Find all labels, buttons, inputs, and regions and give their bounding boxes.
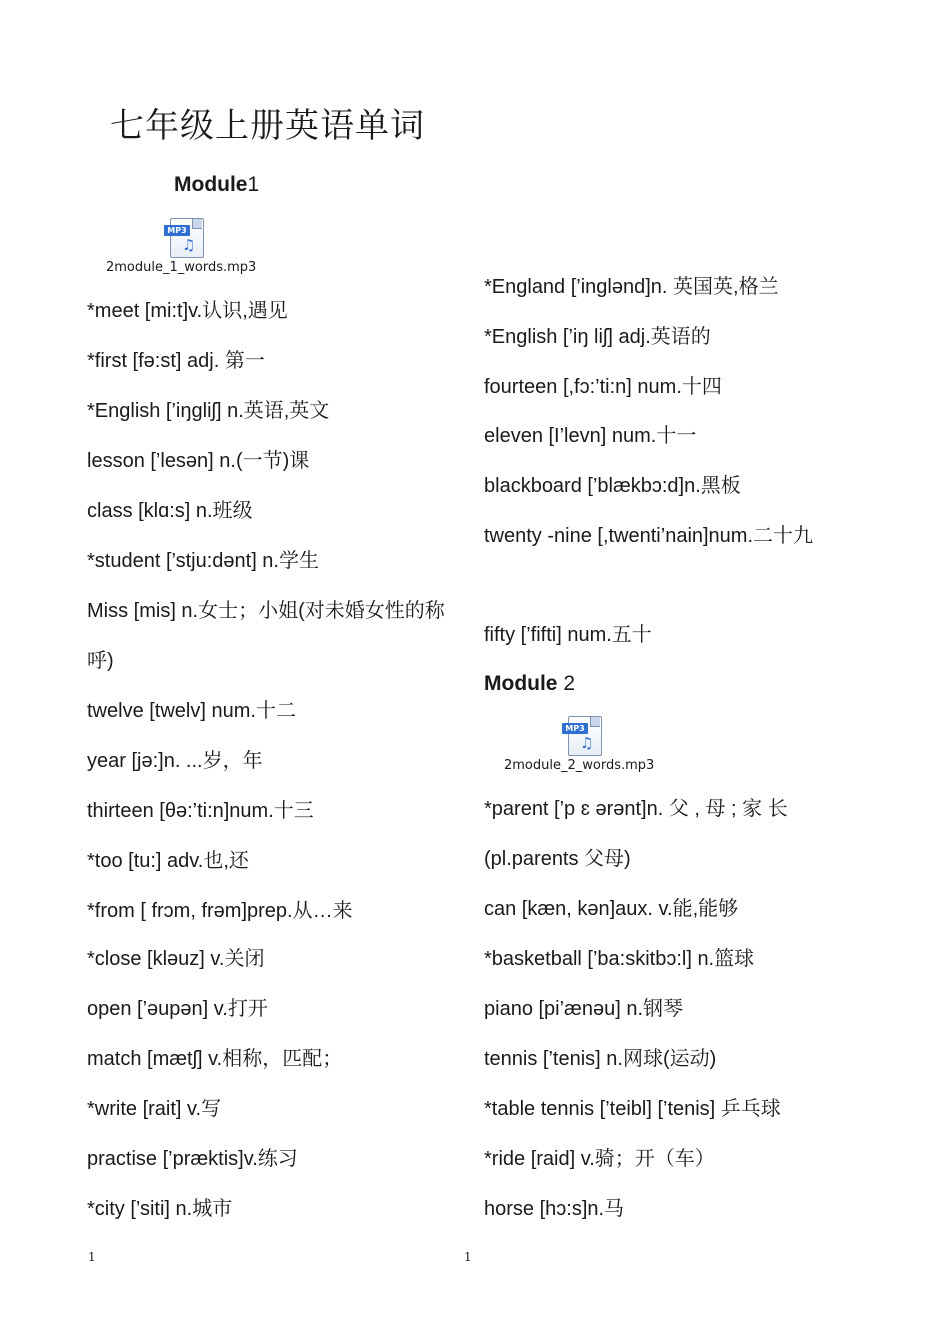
module-label: Module <box>174 173 248 196</box>
word-entry: *ride [raid] v.骑；开（车） <box>484 1148 715 1170</box>
word-entry: piano [pi’ænəu] n.钢琴 <box>484 998 684 1020</box>
word-entry: horse [hɔ:s]n.马 <box>484 1198 625 1220</box>
word-entry: *English [’iŋgliʃ] n.英语,英文 <box>87 400 330 422</box>
word-entry: *English [’iŋ liʃ] adj.英语的 <box>484 326 711 348</box>
word-entry: eleven [I’levn] num.十一 <box>484 425 697 447</box>
attachment-filename[interactable]: 2module_2_words.mp3 <box>504 758 655 773</box>
word-entry: *too [tu:] adv.也,还 <box>87 850 249 872</box>
word-entry: *table tennis [’teibl] [’tenis] 乒乓球 <box>484 1098 781 1120</box>
word-entry: open [’əupən] v.打开 <box>87 998 268 1020</box>
word-entry: *first [fə:st] adj. 第一 <box>87 350 265 372</box>
word-entry: twelve [twelv] num.十二 <box>87 700 296 722</box>
mp3-file-icon[interactable]: MP3 ♫ <box>562 716 602 756</box>
word-entry: blackboard [’blækbɔ:d]n.黑板 <box>484 475 741 497</box>
word-entry: tennis [’tenis] n.网球(运动) <box>484 1048 717 1070</box>
word-entry: *meet [mi:t]v.认识,遇见 <box>87 300 288 322</box>
word-entry: *student [’stju:dənt] n.学生 <box>87 550 319 572</box>
page-number-left: 1 <box>88 1250 96 1264</box>
word-entry: *parent [’p ɛ ərənt]n. 父 , 母 ; 家 长 (pl.parents 父母) <box>484 798 788 870</box>
word-entry: *basketball [’ba:skitbɔ:l] n.篮球 <box>484 948 755 970</box>
mp3-file-icon[interactable]: MP3 ♫ <box>164 218 204 258</box>
module-2-heading <box>484 672 575 696</box>
word-entry: thirteen [θə:’ti:n]num.十三 <box>87 800 314 822</box>
word-entry: Miss [mis] n.女士；小姐(对未婚女性的称呼) <box>87 600 445 672</box>
module-1-heading <box>174 173 259 197</box>
word-entry: fourteen [,fɔ:’ti:n] num.十四 <box>484 376 722 398</box>
word-entry: *from [ frɔm, frəm]prep.从…来 <box>87 900 353 922</box>
word-entry: can [kæn, kən]aux. v.能,能够 <box>484 898 739 920</box>
word-entry: *England [’inglənd]n. 英国英,格兰 <box>484 276 779 298</box>
word-entry: twenty -nine [,twenti’nain]num.二十九 <box>484 525 814 547</box>
word-entry: practise [’præktis]v.练习 <box>87 1148 298 1170</box>
module-number: 1 <box>247 173 260 196</box>
module-label: Module <box>484 672 558 695</box>
attachment-filename[interactable]: 2module_1_words.mp3 <box>106 260 257 275</box>
word-entry: fifty [’fifti] num.五十 <box>484 624 652 646</box>
word-entry: *city [’siti] n.城市 <box>87 1198 233 1220</box>
module-number: 2 <box>557 672 576 695</box>
word-entry: lesson [’lesən] n.(一节)课 <box>87 450 310 472</box>
word-entry: *close [kləuz] v.关闭 <box>87 948 265 970</box>
word-entry: match [mætʃ] v.相称，匹配； <box>87 1048 343 1070</box>
word-entry: class [klɑ:s] n.班级 <box>87 500 253 522</box>
word-entry: year [jə:]n. ...岁，年 <box>87 750 263 772</box>
page-title: 七年级上册英语单词 <box>110 106 425 146</box>
page-number-right: 1 <box>464 1250 472 1264</box>
word-entry: *write [rait] v.写 <box>87 1098 222 1120</box>
